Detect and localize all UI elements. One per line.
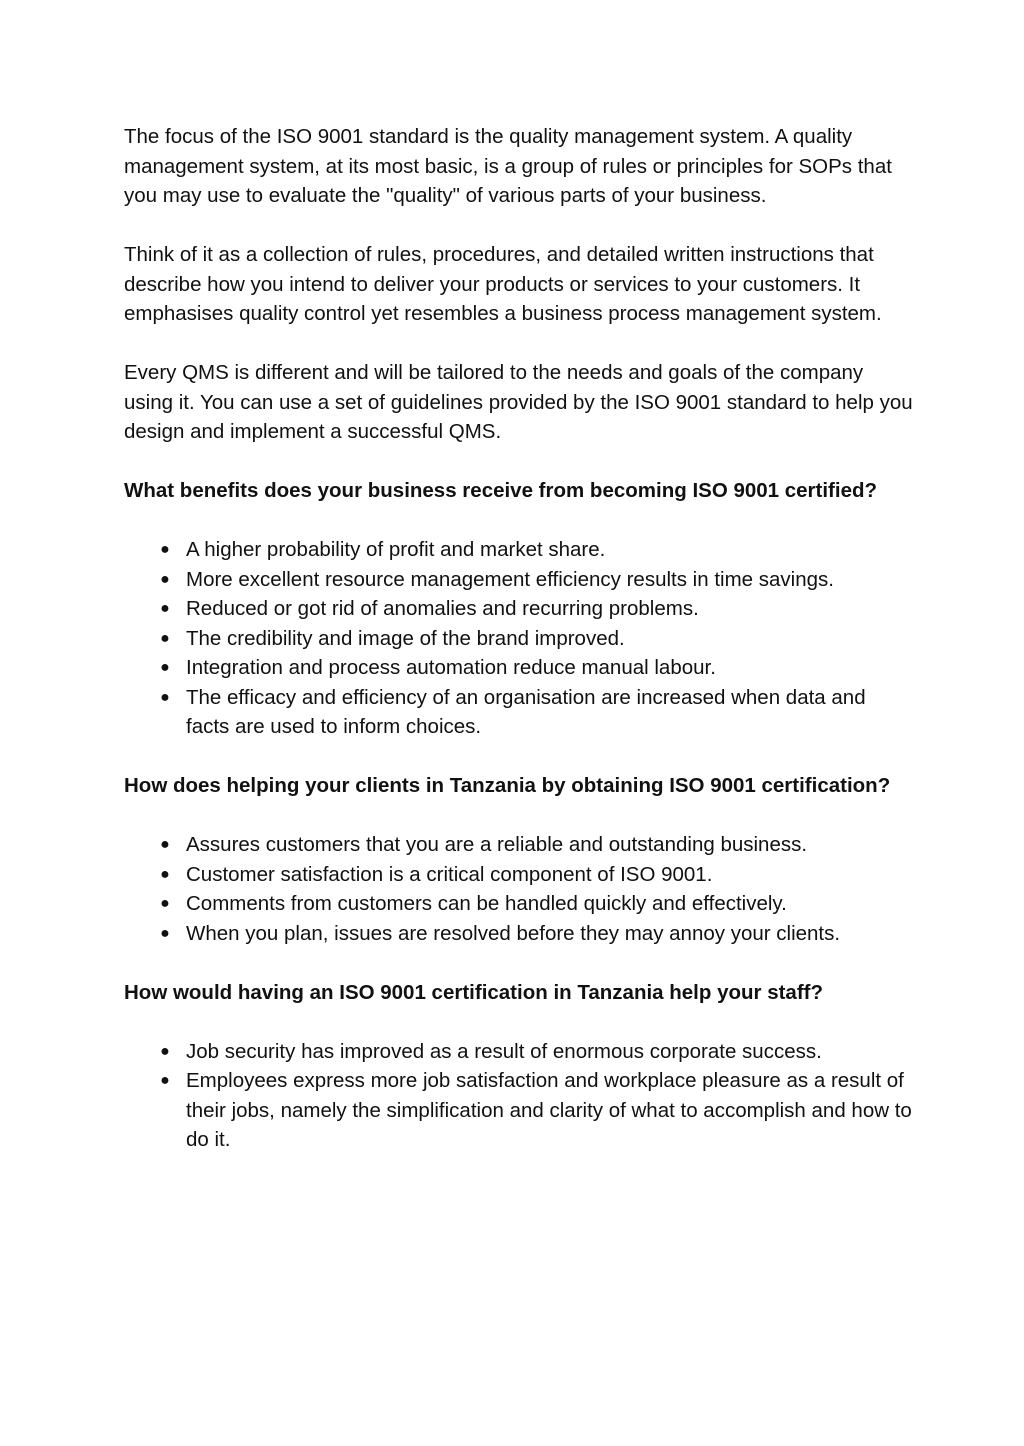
list-item [124, 624, 914, 654]
list-item-text: Employees express more job satisfaction and workplace pleasure as a result of their jobs, namely the simplification and clarity of what to accomplish and how to do it. [186, 1069, 912, 1151]
client-benefits-list [124, 830, 914, 948]
bullet-icon: ● [160, 924, 170, 942]
bullet-icon: ● [160, 1072, 170, 1089]
list-item [124, 594, 914, 624]
list-item [124, 860, 914, 890]
list-item [124, 565, 914, 595]
qms-guidelines-paragraph: Every QMS is different and will be tailored to the needs and goals of the company using it. You can use a set of guidelines provided by the ISO 9001 standard to help you design and implement a successful QMS. [124, 361, 913, 443]
bullet-icon: ● [160, 688, 170, 706]
list-item-text: More excellent resource management efficiency results in time savings. [186, 567, 834, 591]
section-heading-business-benefits: What benefits does your business receive from becoming ISO 9001 certified? [124, 479, 878, 502]
bullet-icon: ● [160, 659, 170, 676]
bullet-icon: ● [160, 895, 170, 912]
bullet-icon: ● [160, 570, 170, 588]
list-item-text: The efficacy and efficiency of an organisation are increased when data and facts are used to inform choices. [186, 685, 866, 738]
list-item [124, 653, 914, 683]
list-item [124, 919, 914, 949]
bullet-icon: ● [160, 1042, 170, 1060]
section-heading-staff-benefits: How would having an ISO 9001 certification in Tanzania help your staff? [124, 980, 824, 1004]
list-item-text: Comments from customers can be handled quickly and effectively. [186, 892, 787, 915]
list-item [124, 1037, 914, 1067]
list-item-text: Customer satisfaction is a critical component of ISO 9001. [186, 862, 713, 886]
qms-description-paragraph: Think of it as a collection of rules, procedures, and detailed written instructions that describe how you intend to deliver your products or services to your customers. It emphasises quality control yet resembles a business process management system. [124, 243, 882, 325]
list-item-text: Integration and process automation reduce manual labour. [186, 656, 716, 679]
list-item-text: The credibility and image of the brand improved. [186, 626, 625, 650]
staff-benefits-list [124, 1037, 914, 1155]
business-benefits-list [124, 535, 914, 742]
list-item-text: Job security has improved as a result of enormous corporate success. [186, 1039, 822, 1063]
bullet-icon: ● [160, 600, 170, 617]
bullet-icon: ● [160, 865, 170, 883]
intro-paragraph: The focus of the ISO 9001 standard is the quality management system. A quality management system, at its most basic, is a group of rules or principles for SOPs that you may use to evaluate the "quality" of various parts of your business. [124, 125, 892, 207]
section-heading-client-benefits: How does helping your clients in Tanzania by obtaining ISO 9001 certification? [124, 774, 891, 797]
list-item [124, 830, 914, 860]
list-item-text: A higher probability of profit and market share. [186, 538, 606, 561]
bullet-icon: ● [160, 629, 170, 647]
list-item-text: Assures customers that you are a reliable and outstanding business. [186, 833, 808, 856]
bullet-icon: ● [160, 541, 170, 558]
document-content [124, 122, 914, 1184]
list-item [124, 1066, 914, 1155]
list-item [124, 889, 914, 919]
list-item [124, 683, 914, 742]
list-item [124, 535, 914, 565]
list-item-text: When you plan, issues are resolved before they may annoy your clients. [186, 921, 841, 945]
list-item-text: Reduced or got rid of anomalies and recurring problems. [186, 597, 699, 620]
bullet-icon: ● [160, 836, 170, 853]
